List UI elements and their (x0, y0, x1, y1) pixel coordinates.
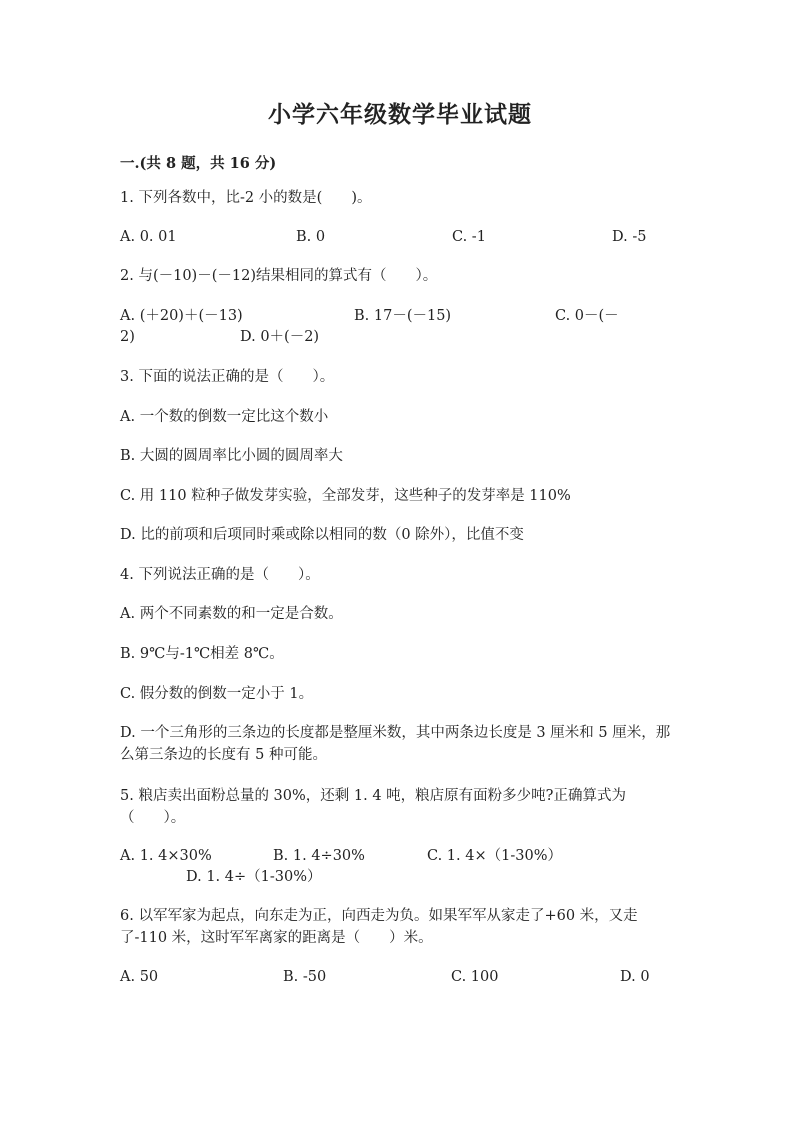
question-2-option-b: B. 17－(－15) (354, 308, 452, 324)
question-3-option-b: B. 大圆的圆周率比小圆的圆周率大 (120, 448, 343, 464)
question-1-stem: 1. 下列各数中，比-2 小的数是( )。 (120, 190, 372, 206)
question-5-option-c: C. 1. 4×（1-30%） (427, 848, 562, 864)
question-2-option-c-continued: 2) (120, 329, 135, 345)
question-2-stem: 2. 与(－10)－(－12)结果相同的算式有（ ）。 (120, 268, 438, 284)
question-1-option-d: D. -5 (612, 229, 647, 245)
question-4-option-a: A. 两个不同素数的和一定是合数。 (120, 606, 343, 622)
question-2-option-a: A. (＋20)＋(－13) (120, 308, 243, 324)
question-6-option-d: D. 0 (620, 969, 650, 985)
question-5-stem: 5. 粮店卖出面粉总量的 30%，还剩 1. 4 吨，粮店原有面粉多少吨?正确算式为（ ）。 (120, 788, 626, 826)
question-4-option-b: B. 9℃与-1℃相差 8℃。 (120, 646, 284, 662)
question-6-option-b: B. -50 (283, 969, 327, 985)
question-4-option-d: D. 一个三角形的三条边的长度都是整厘米数，其中两条边长度是 3 厘米和 5 厘米，那么第三条边的长度有 5 种可能。 (120, 725, 671, 763)
question-1-option-a: A. 0. 01 (120, 229, 177, 245)
question-3-option-d: D. 比的前项和后项同时乘或除以相同的数（0 除外），比值不变 (120, 527, 524, 543)
question-5-option-a: A. 1. 4×30% (120, 848, 212, 864)
question-6-option-a: A. 50 (120, 969, 159, 985)
question-4-stem: 4. 下列说法正确的是（ ）。 (120, 567, 320, 583)
question-3-option-a: A. 一个数的倒数一定比这个数小 (120, 409, 329, 425)
question-1-option-c: C. -1 (452, 229, 486, 245)
question-6-option-c: C. 100 (451, 969, 499, 985)
question-5-option-d: D. 1. 4÷（1-30%） (186, 869, 322, 885)
question-6-stem: 6. 以军军家为起点，向东走为正，向西走为负。如果军军从家走了+60 米，又走了-110 米，这时军军离家的距离是（ ）米。 (120, 908, 638, 946)
question-3-stem: 3. 下面的说法正确的是（ ）。 (120, 369, 335, 385)
question-4-option-c: C. 假分数的倒数一定小于 1。 (120, 686, 314, 702)
question-1-option-b: B. 0 (296, 229, 326, 245)
question-3-option-c: C. 用 110 粒种子做发芽实验，全部发芽，这些种子的发芽率是 110% (120, 488, 571, 504)
question-2-option-d: D. 0＋(－2) (240, 329, 320, 345)
question-2-option-c: C. 0－(－ (555, 308, 619, 324)
page-title: 小学六年级数学毕业试题 (268, 101, 532, 128)
section-heading: 一.(共 8 题，共 16 分) (120, 155, 277, 172)
question-5-option-b: B. 1. 4÷30% (273, 848, 365, 864)
